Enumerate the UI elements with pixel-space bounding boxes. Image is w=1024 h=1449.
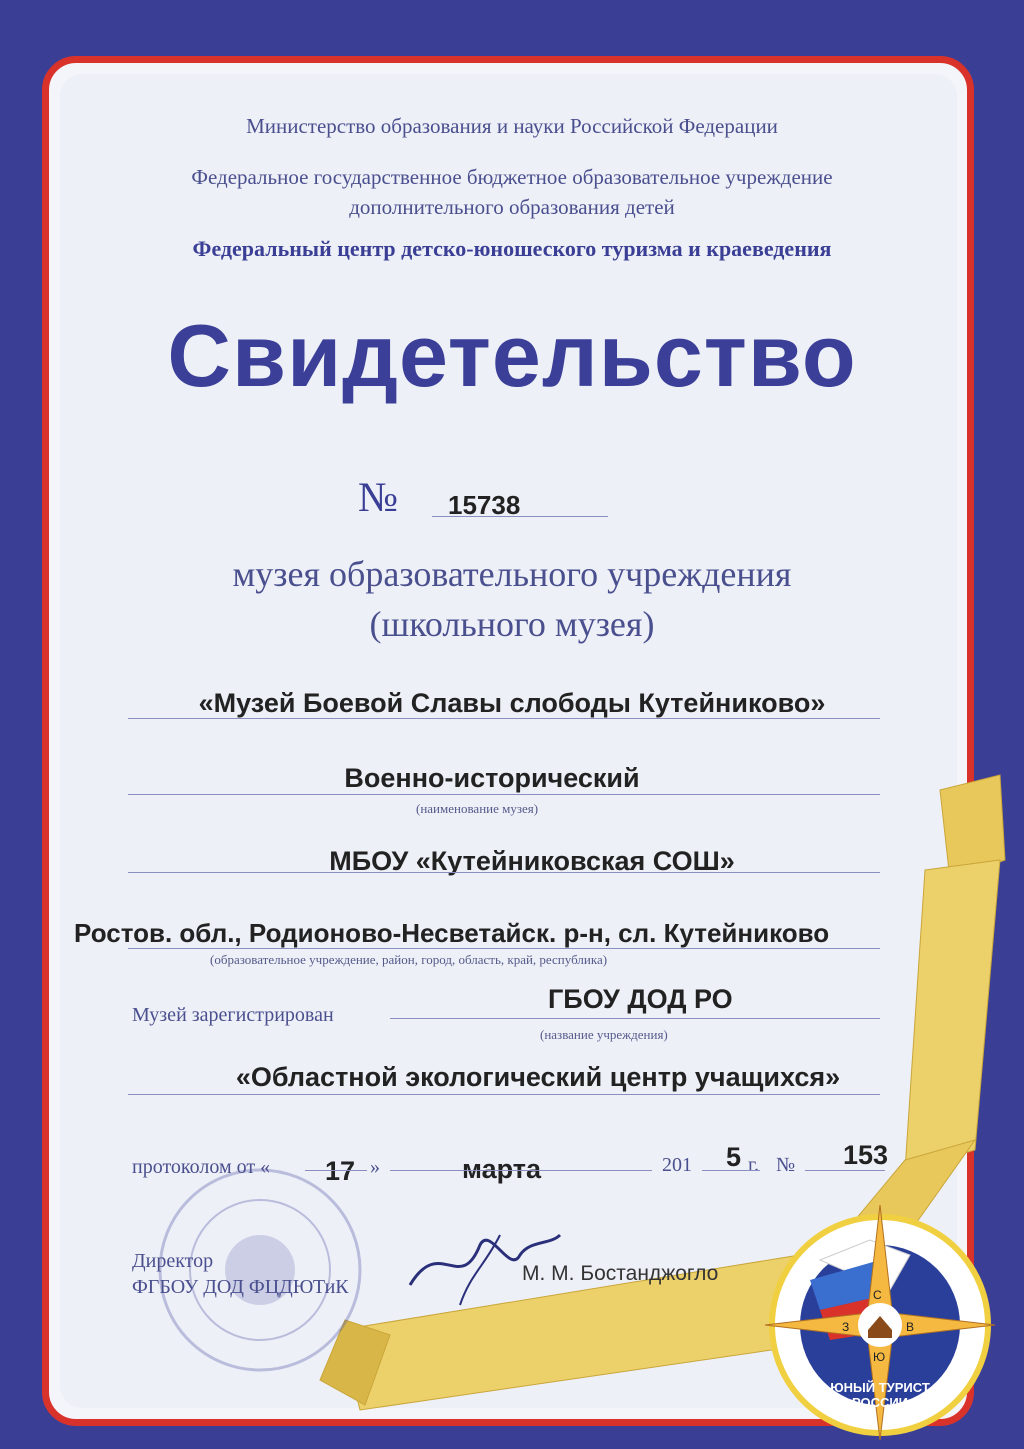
protocol-number: 153 [843, 1140, 889, 1170]
org-full-underline [128, 1094, 880, 1095]
protocol-year-letter: г. [748, 1154, 759, 1176]
address-caption: (образовательное учреждение, район, город, область, край, республика) [210, 952, 608, 967]
museum-name-caption: (наименование музея) [416, 801, 539, 816]
protocol-month: марта [462, 1154, 542, 1184]
director-line1: Директор [132, 1250, 214, 1272]
org-caption: (название учреждения) [540, 1027, 668, 1042]
compass-west: З [842, 1320, 850, 1334]
school-address: Ростов. обл., Родионово-Несветайск. р-н, сл. Кутейниково [74, 918, 830, 948]
institution-heading [0, 162, 1024, 222]
registration-underline [390, 1018, 880, 1019]
subtitle-line1: музея образовательного учреждения [232, 554, 792, 594]
museum-name-underline [128, 718, 880, 719]
day-underline [305, 1170, 367, 1171]
protocol-text: протоколом от [132, 1156, 256, 1178]
school-underline [128, 872, 880, 873]
subtitle-line2: (школьного музея) [369, 604, 655, 644]
museum-name: «Музей Боевой Славы слободы Кутейниково» [198, 688, 826, 718]
protocol-number-underline [805, 1170, 885, 1171]
registered-label: Музей зарегистрирован [132, 1004, 334, 1026]
registering-org: ГБОУ ДОД РО [548, 984, 733, 1014]
emblem-young-tourist [760, 1200, 1000, 1440]
institution-line1: Федеральное государственное бюджетное образовательное учреждение [191, 165, 833, 189]
compass-east: В [906, 1320, 915, 1334]
center-heading: Федеральный центр детско-юношеского туризма и краеведения [192, 236, 832, 261]
year-underline [702, 1170, 760, 1171]
protocol-num-sign: № [776, 1154, 796, 1176]
compass-north: С [873, 1288, 882, 1302]
certificate-number: 15738 [448, 490, 521, 520]
museum-profile-underline [128, 794, 880, 795]
institution-line2: дополнительного образования детей [349, 195, 675, 219]
protocol-label [132, 1156, 270, 1179]
museum-profile: Военно-исторический [344, 763, 640, 793]
number-underline [432, 516, 608, 517]
registering-org-full: «Областной экологический центр учащихся» [235, 1062, 841, 1092]
director-line2: ФГБОУ ДОД ФЦДЮТиК [132, 1276, 349, 1298]
emblem-text: ЮНЫЙ ТУРИСТ РОССИИ [830, 1380, 930, 1410]
certificate-title: Свидетельство [167, 306, 857, 405]
protocol-year-prefix: 201 [662, 1154, 692, 1176]
ministry-heading: Министерство образования и науки Российской Федерации [246, 114, 778, 138]
compass-south: Ю [873, 1350, 886, 1364]
director-name: М. М. Бостанджогло [522, 1262, 719, 1285]
protocol-day: 17 [325, 1156, 356, 1186]
director-title [132, 1248, 349, 1300]
month-underline [390, 1170, 652, 1171]
number-sign: № [358, 475, 399, 521]
protocol-year-suffix: 5 [726, 1142, 742, 1172]
protocol-quote-close: » [370, 1156, 380, 1178]
address-underline [128, 948, 880, 949]
school-name: МБОУ «Кутейниковская СОШ» [329, 846, 735, 876]
protocol-quote-open: « [260, 1156, 271, 1178]
